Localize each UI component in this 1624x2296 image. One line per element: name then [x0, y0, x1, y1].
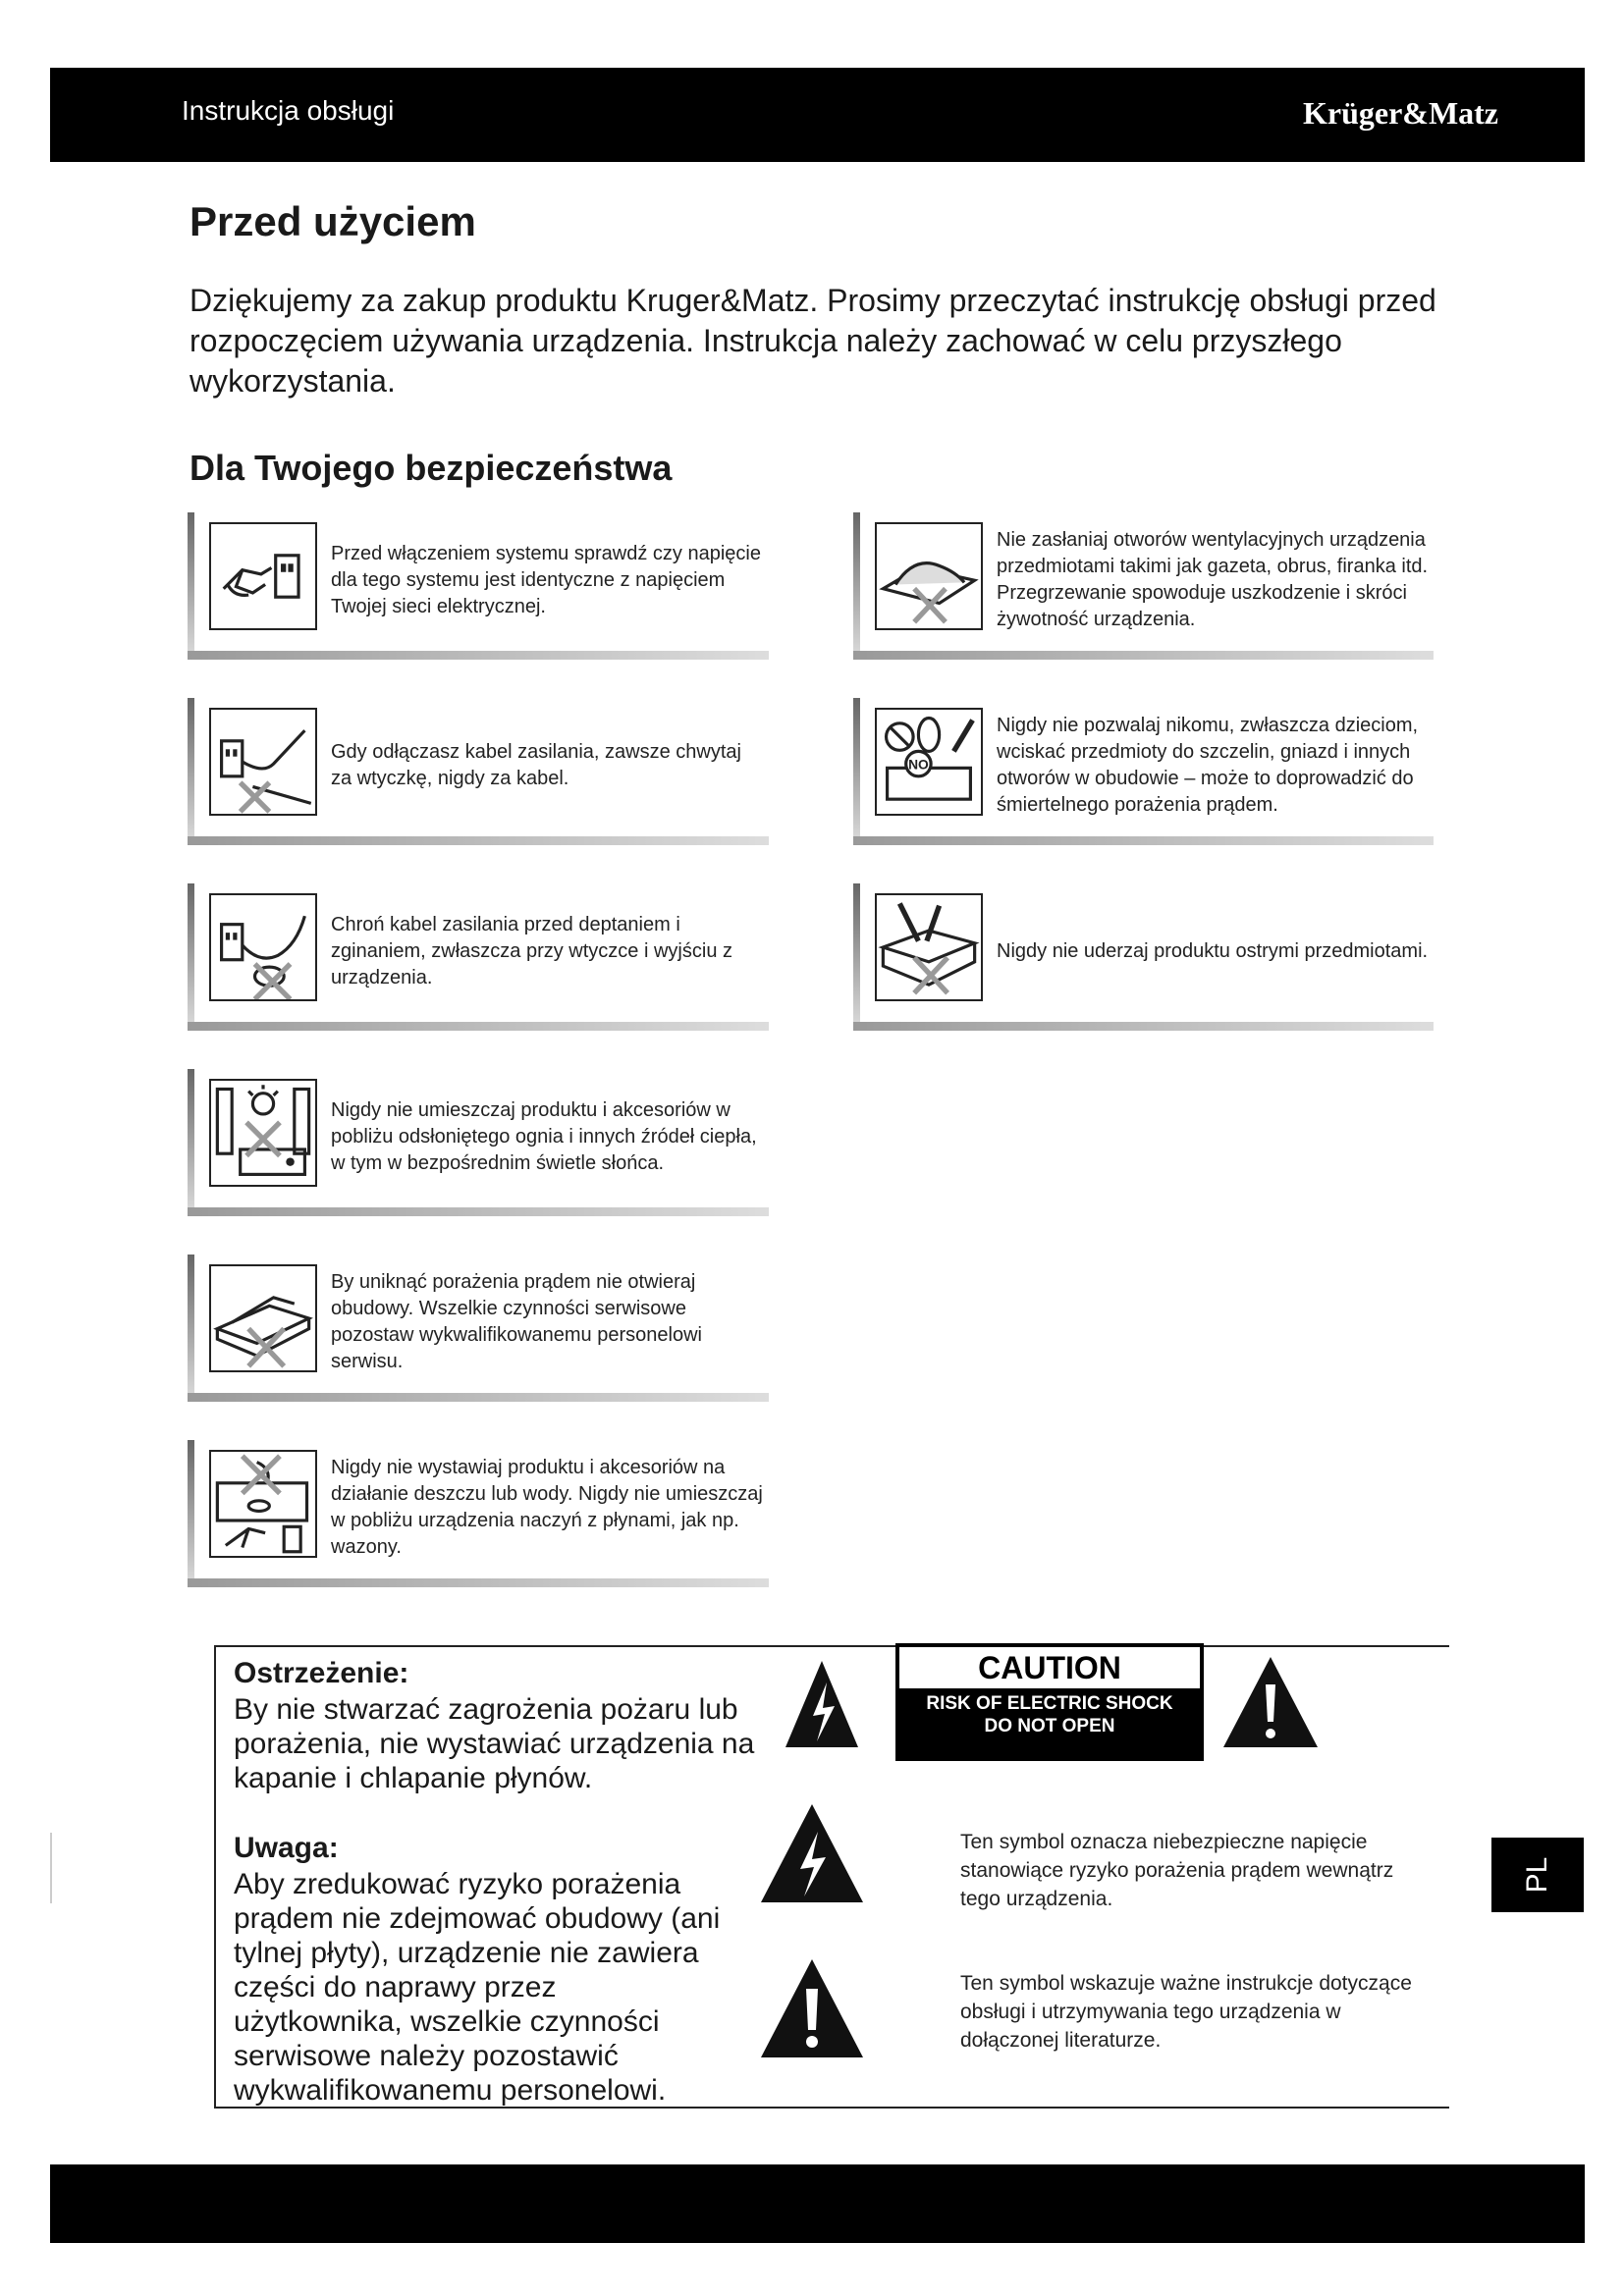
page-footer	[50, 2164, 1585, 2243]
open-casing-icon	[209, 1264, 317, 1372]
safety-card-sharp	[853, 883, 1434, 1031]
bent-cable-icon	[209, 893, 317, 1001]
warning-heading: Ostrzeżenie:	[234, 1657, 409, 1689]
safety-card-heat	[188, 1069, 769, 1216]
margin-line	[50, 1833, 52, 1903]
note-text: Aby zredukować ryzyko porażenia prądem nie zdejmować obudowy (ani tylnej płyty), urządzenie nie zawiera części do naprawy przez użytkownika, wszelkie czynności serwisowe należy pozostawić wykwalifikowanemu personelowi.	[234, 1868, 721, 2107]
lightning-triangle-icon	[784, 1659, 860, 1749]
page-header	[50, 68, 1585, 162]
safety-text: Nigdy nie wystawiaj produktu i akcesoriów na działanie deszczu lub wody. Nigdy nie umieszczaj w pobliżu urządzenia naczyń z płynami, jak np. wazony.	[331, 1457, 763, 1558]
safety-text: Gdy odłączasz kabel zasilania, zawsze chwytaj za wtyczkę, nigdy za kabel.	[331, 741, 741, 789]
exclamation-symbol-text: Ten symbol wskazuje ważne instrukcje dotyczące obsługi i utrzymywania tego urządzenia w dołączonej literaturze.	[960, 1972, 1412, 2052]
safety-text: Nigdy nie umieszczaj produktu i akcesoriów w pobliżu odsłoniętego ognia i innych źródeł ciepła, w tym w bezpośrednim świetle słońca.	[331, 1098, 757, 1174]
safety-text: Przed włączeniem systemu sprawdź czy napięcie dla tego systemu jest identyczne z napięciem Twojej sieci elektrycznej.	[331, 542, 761, 617]
sunlight-heat-icon	[209, 1079, 317, 1187]
warning-text: By nie stwarzać zagrożenia pożaru lub porażenia, nie wystawiać urządzenia na kapanie i chlapanie płynów.	[234, 1693, 755, 1794]
water-vase-icon	[209, 1450, 317, 1558]
safety-section-title: Dla Twojego bezpieczeństwa	[189, 448, 673, 488]
caution-line-2: DO NOT OPEN	[984, 1716, 1115, 1736]
caution-line-1: RISK OF ELECTRIC SHOCK	[926, 1693, 1173, 1714]
page-title: Przed użyciem	[189, 198, 476, 244]
safety-text: Nie zasłaniaj otworów wentylacyjnych urządzenia przedmiotami takimi jak gazeta, obrus, firanka itd. Przegrzewanie spowoduje uszkodzenie i skróci żywotność urządzenia.	[997, 529, 1429, 630]
safety-text: Chroń kabel zasilania przed deptaniem i zginaniem, zwłaszcza przy wtyczce i wyjściu z urządzenia.	[331, 913, 732, 988]
safety-card-casing	[188, 1255, 769, 1402]
lightning-symbol-text: Ten symbol oznacza niebezpieczne napięcie stanowiące ryzyko porażenia prądem wewnątrz tego urządzenia.	[960, 1831, 1394, 1910]
caution-heading: CAUTION	[899, 1647, 1200, 1688]
safety-text: By uniknąć porażenia prądem nie otwieraj obudowy. Wszelkie czynności serwisowe pozostaw wykwalifikowanemu personelowi serwisu.	[331, 1271, 702, 1372]
safety-text: Nigdy nie uderzaj produktu ostrymi przedmiotami.	[997, 939, 1429, 962]
no-badge: NO	[908, 757, 929, 773]
safety-card-objects	[853, 698, 1434, 845]
sharp-tool-icon	[875, 893, 983, 1001]
plug-outlet-icon	[209, 522, 317, 630]
header-title: Instrukcja obsługi	[182, 95, 395, 126]
covered-vents-icon	[875, 522, 983, 630]
safety-card-cable	[188, 883, 769, 1031]
exclamation-triangle-icon	[1221, 1655, 1320, 1749]
language-tab-label: PL	[1521, 1856, 1553, 1894]
exclamation-symbol-icon	[759, 1957, 865, 2059]
caution-label	[895, 1643, 1204, 1761]
no-objects-icon	[875, 708, 983, 816]
safety-card-ventilation	[853, 512, 1434, 660]
safety-card-unplug	[188, 698, 769, 845]
note-heading: Uwaga:	[234, 1832, 339, 1864]
intro-paragraph: Dziękujemy za zakup produktu Kruger&Matz. Prosimy przeczytać instrukcję obsługi przed rozpoczęciem używania urządzenia. Instrukcja należy zachować w celu przyszłego wykorzystania.	[189, 283, 1436, 399]
unplug-cable-icon	[209, 708, 317, 816]
language-tab	[1491, 1838, 1584, 1912]
brand-logo: Krüger&Matz	[1302, 95, 1498, 131]
safety-card-water	[188, 1440, 769, 1587]
safety-card-voltage	[188, 512, 769, 660]
lightning-symbol-icon	[759, 1802, 865, 1904]
safety-text: Nigdy nie pozwalaj nikomu, zwłaszcza dzieciom, wciskać przedmioty do szczelin, gniazd i innych otworów w obudowie – może to doprowadzić do śmiertelnego porażenia prądem.	[997, 715, 1419, 816]
